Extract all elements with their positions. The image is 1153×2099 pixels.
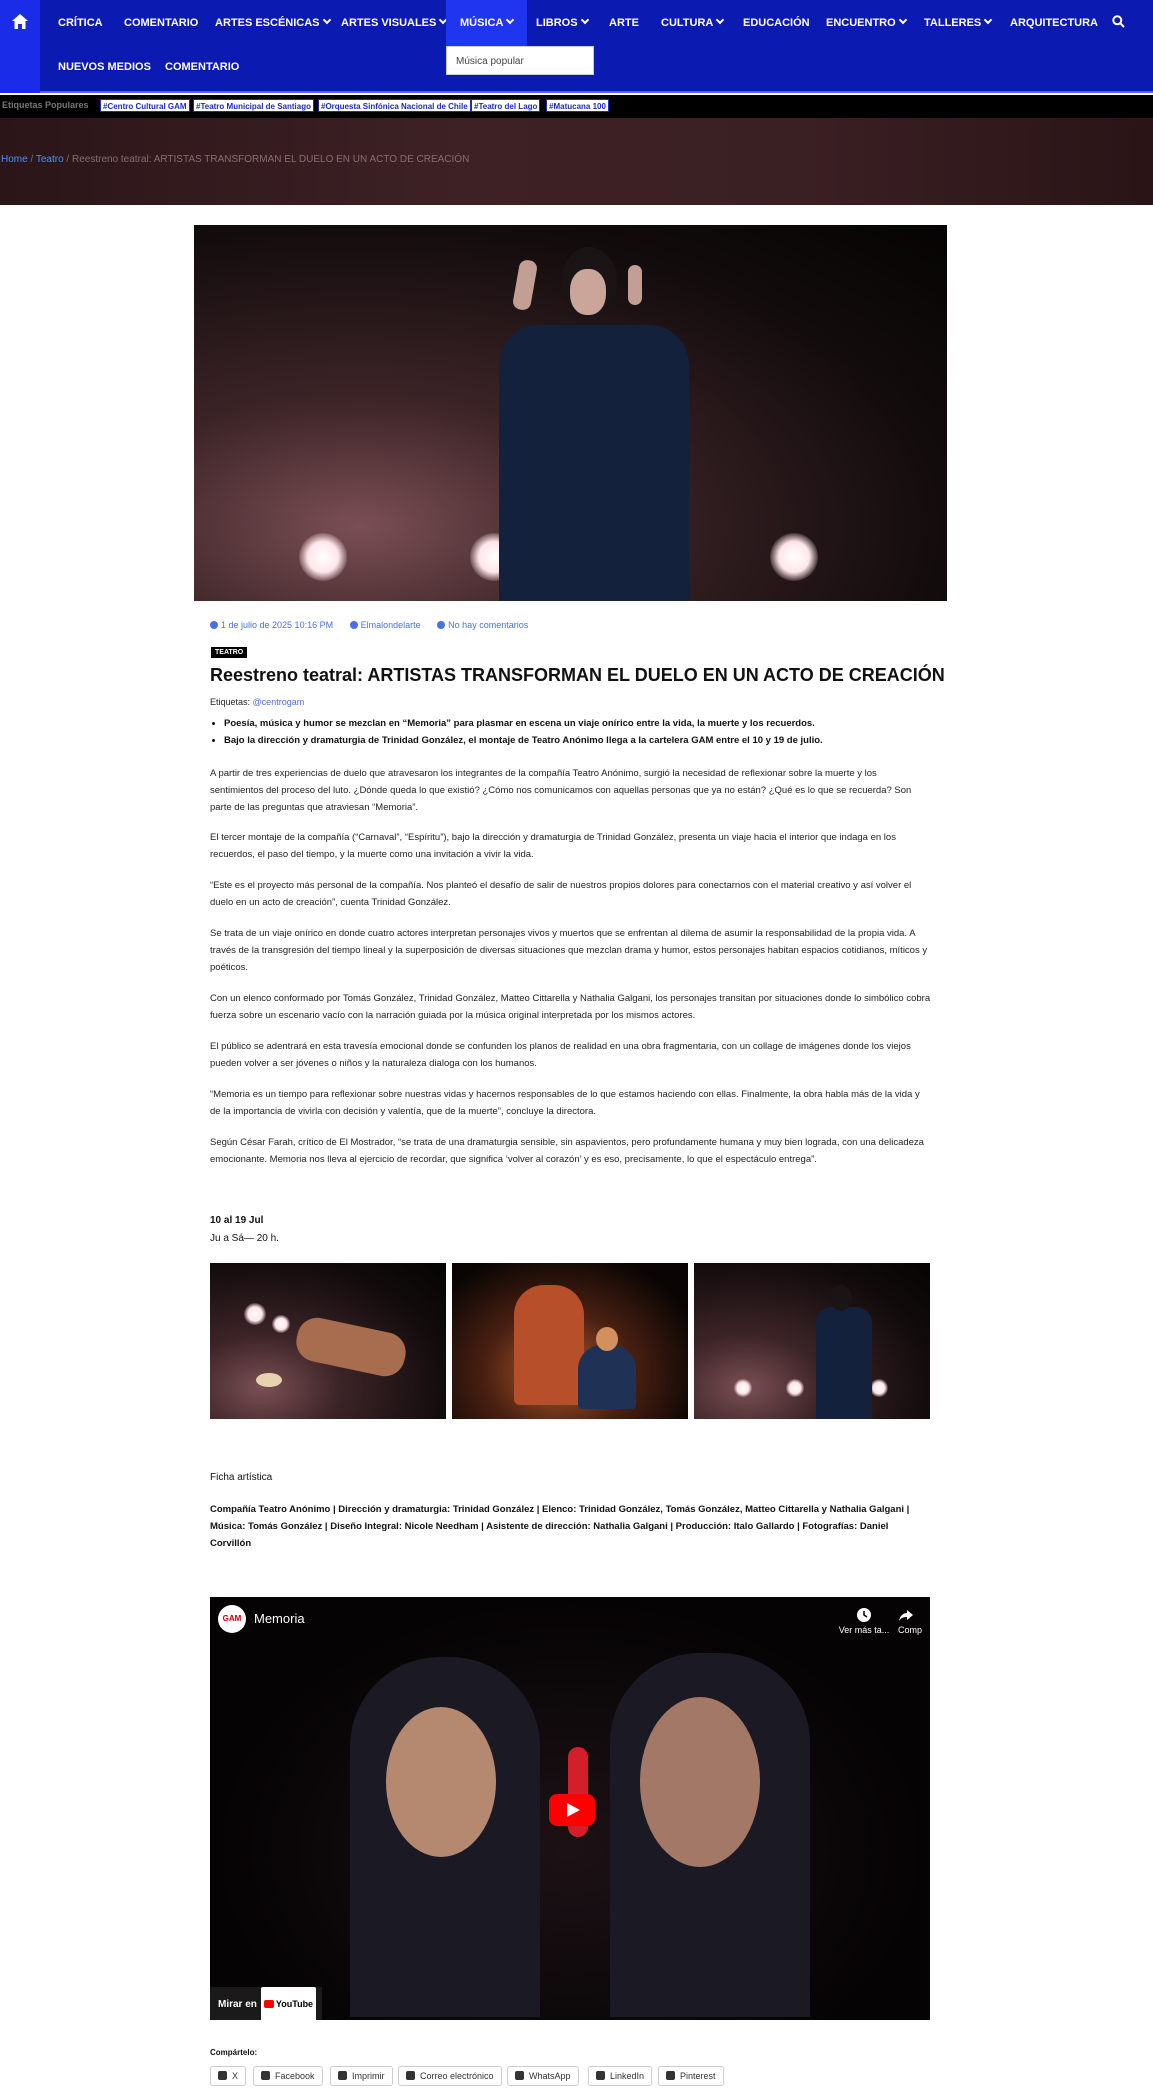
video-embed[interactable] xyxy=(210,1597,930,2020)
breadcrumb-teatro[interactable]: Teatro xyxy=(35,154,64,165)
play-button[interactable] xyxy=(549,1794,595,1826)
home-icon xyxy=(11,13,29,30)
home-button[interactable] xyxy=(0,0,40,93)
share-whatsapp-button[interactable]: WhatsApp xyxy=(507,2066,579,2086)
paragraph: El público se adentrará en esta travesía emocional donde se confunden los planos de realidad en una obra fragmentaria, con un collage de imágenes donde los viejos pueden volver a ser jóvenes o niños y la naturaleza dialoga con los humanos. xyxy=(210,1041,911,1069)
gallery-image[interactable] xyxy=(694,1263,930,1419)
post-date[interactable]: 1 de julio de 2025 10:16 PM xyxy=(210,620,333,630)
youtube-logo-icon: YouTube xyxy=(261,1987,316,2020)
nav-libros[interactable]: LIBROS xyxy=(536,0,588,46)
post-meta xyxy=(210,620,542,630)
chevron-down-icon xyxy=(716,16,724,24)
clock-icon xyxy=(210,621,218,629)
breadcrumb-home[interactable]: Home xyxy=(1,154,28,165)
nav-cultura[interactable]: CULTURA xyxy=(661,0,723,46)
printer-icon xyxy=(338,2071,347,2080)
paragraph: Se trata de un viaje onírico en donde cuatro actores interpretan personajes vivos y muertos que se enfrentan al dilema de asumir la responsabilidad de la propia vida. A través de la transgresión del tiempo lineal y la superposición de diversas situaciones que mezclan drama y humor, estos personajes habitan espacios cotidianos, míticos y poéticos. xyxy=(210,928,928,973)
nav-comentario[interactable]: COMENTARIO xyxy=(124,17,199,29)
video-share-button[interactable]: Comp xyxy=(898,1607,922,1635)
event-dates: 10 al 19 Jul xyxy=(210,1215,264,1226)
event-schedule: Ju a Sá— 20 h. xyxy=(210,1233,279,1244)
tag-link[interactable]: #Centro Cultural GAM xyxy=(100,99,190,112)
print-button[interactable]: Imprimir xyxy=(330,2066,393,2086)
search-icon xyxy=(1112,15,1125,28)
tag-link[interactable]: #Orquesta Sinfónica Nacional de Chile xyxy=(318,99,471,112)
share-pinterest-button[interactable]: Pinterest xyxy=(658,2066,724,2086)
chevron-down-icon xyxy=(506,16,514,24)
hero-image xyxy=(194,225,947,601)
dropdown-item-musica-popular[interactable]: Música popular xyxy=(446,46,594,75)
post-tag-link[interactable]: @centrogam xyxy=(252,697,305,707)
post-comments[interactable]: No hay comentarios xyxy=(437,620,528,630)
gallery-image[interactable] xyxy=(452,1263,688,1419)
ficha-label: Ficha artística xyxy=(210,1472,273,1483)
nav-artes-visuales[interactable]: ARTES VISUALES xyxy=(341,0,446,46)
post-highlights xyxy=(224,718,924,752)
breadcrumb-current: Reestreno teatral: ARTISTAS TRANSFORMAN EL DUELO EN UN ACTO DE CREACIÓN xyxy=(71,154,470,165)
chevron-down-icon xyxy=(322,16,330,24)
nav-talleres[interactable]: TALLERES xyxy=(924,0,991,46)
chevron-down-icon xyxy=(984,16,992,24)
pinterest-icon xyxy=(666,2071,675,2080)
list-item: • Bajo la dirección y dramaturgia de Trinidad González, el montaje de Teatro Anónimo llega a la cartelera GAM entre el 10 y 19 de julio. xyxy=(224,735,924,746)
tag-link[interactable]: #Matucana 100 xyxy=(546,99,609,112)
chevron-down-icon xyxy=(580,16,588,24)
popular-tags-bar xyxy=(0,95,1153,118)
facebook-icon xyxy=(261,2071,270,2080)
paragraph: El tercer montaje de la compañía (“Carnaval”, “Espíritu”), bajo la dirección y dramaturgia de Trinidad González, presenta un viaje hacia el interior que indaga en los recuerdos, el paso del tiempo, y la muerte como una invitación a vivir la vida. xyxy=(210,832,896,860)
channel-logo[interactable]: GAM xyxy=(218,1605,246,1633)
tag-link[interactable]: #Teatro del Lago xyxy=(471,99,540,112)
post-tags: Etiquetas: @centrogam xyxy=(210,697,305,707)
paragraph: “Memoria es un tiempo para reflexionar sobre nuestras vidas y hacernos responsables de lo que estamos haciendo con ellas. Finalmente, la obra habla más de la vida y de la importancia de vivirla con decisión y valentía, que de la muerte”, concluye la directora. xyxy=(210,1089,920,1117)
user-icon xyxy=(350,621,358,629)
search-button[interactable] xyxy=(1112,15,1125,31)
comment-icon xyxy=(437,621,445,629)
nav-artes-escenicas[interactable]: ARTES ESCÉNICAS xyxy=(215,0,330,46)
share-email-button[interactable]: Correo electrónico xyxy=(398,2066,502,2086)
nav-comentario-2[interactable]: COMENTARIO xyxy=(165,61,240,73)
post-title: Reestreno teatral: ARTISTAS TRANSFORMAN EL DUELO EN UN ACTO DE CREACIÓN xyxy=(210,665,945,685)
clock-icon xyxy=(856,1607,872,1623)
tag-link[interactable]: #Teatro Municipal de Santiago xyxy=(193,99,314,112)
nav-educacion[interactable]: EDUCACIÓN xyxy=(743,17,810,29)
share-label: Compártelo: xyxy=(210,2048,258,2057)
ficha-artistica: Compañía Teatro Anónimo | Dirección y dramaturgia: Trinidad González | Elenco: Trinidad González, Tomás González, Matteo Cittarella y Nathalia Galgani | Música: Tomás González | Diseño Integral: Nicole Needham | Asistente de dirección: Nathalia Galgani | Producción: Italo Gallardo | Fotografías: Daniel Corvillón xyxy=(210,1504,910,1549)
email-icon xyxy=(406,2071,415,2080)
paragraph: A partir de tres experiencias de duelo que atravesaron los integrantes de la compañía Teatro Anónimo, surgió la necesidad de reflexionar sobre la muerte y los sentimientos del proceso del luto. ¿Dónde queda lo que existió? ¿Cómo nos comunicamos con aquellas personas que ya no están? ¿Qué es lo que se recuerda? Son parte de las preguntas que atraviesan “Memoria”. xyxy=(210,768,912,813)
whatsapp-icon xyxy=(515,2071,524,2080)
nav-arte[interactable]: ARTE xyxy=(609,17,639,29)
gallery-image[interactable] xyxy=(210,1263,446,1419)
share-x-button[interactable]: X xyxy=(210,2066,246,2086)
chevron-down-icon xyxy=(898,16,906,24)
paragraph: “Este es el proyecto más personal de la compañía. Nos planteó el desafío de salir de nuestros propios dolores para conectarnos con el material creativo y así volver el duelo en un acto de creación”, cuenta Trinidad González. xyxy=(210,880,912,908)
watch-later-button[interactable]: Ver más ta... xyxy=(834,1607,894,1635)
popular-tags-label: Etiquetas Populares xyxy=(2,100,89,110)
nav-musica[interactable]: MÚSICA xyxy=(446,0,527,46)
share-arrow-icon xyxy=(898,1607,914,1623)
share-linkedin-button[interactable]: LinkedIn xyxy=(588,2066,652,2086)
post-author[interactable]: Elmalondelarte xyxy=(350,620,421,630)
nav-encuentro[interactable]: ENCUENTRO xyxy=(826,0,906,46)
paragraph: Con un elenco conformado por Tomás González, Trinidad González, Matteo Cittarella y Nathalia Galgani, los personajes transitan por situaciones donde lo simbólico cobra fuerza sobre un escenario vacío con la narración guiada por la música original interpretada por los mismos actores. xyxy=(210,993,931,1021)
nav-critica[interactable]: CRÍTICA xyxy=(58,17,103,29)
paragraph: Según César Farah, crítico de El Mostrador, “se trata de una dramaturgia sensible, sin aspavientos, pero profundamente humana y muy bien lograda, con una delicadeza emocionante. Memoria nos lleva al ejercicio de recordar, que significa ‘volver al corazón’ y es eso, precisamente, lo que el espectáculo entrega”. xyxy=(210,1137,924,1165)
page-banner xyxy=(0,118,1153,205)
nav-arquitectura[interactable]: ARQUITECTURA xyxy=(1010,17,1098,29)
linkedin-icon xyxy=(596,2071,605,2080)
category-badge[interactable]: TEATRO xyxy=(211,647,247,658)
main-navigation xyxy=(0,0,1153,93)
watch-on-youtube-button[interactable]: Mirar en YouTube xyxy=(210,1987,322,2020)
nav-nuevos-medios[interactable]: NUEVOS MEDIOS xyxy=(58,61,151,73)
video-title[interactable]: Memoria xyxy=(254,1611,305,1626)
list-item: • Poesía, música y humor se mezclan en “Memoria” para plasmar en escena un viaje onírico entre la vida, la muerte y los recuerdos. xyxy=(224,718,924,729)
breadcrumb: Home / Teatro / Reestreno teatral: ARTISTAS TRANSFORMAN EL DUELO EN UN ACTO DE CREACIÓN xyxy=(1,154,470,165)
x-icon xyxy=(218,2071,227,2080)
share-facebook-button[interactable]: Facebook xyxy=(253,2066,323,2086)
